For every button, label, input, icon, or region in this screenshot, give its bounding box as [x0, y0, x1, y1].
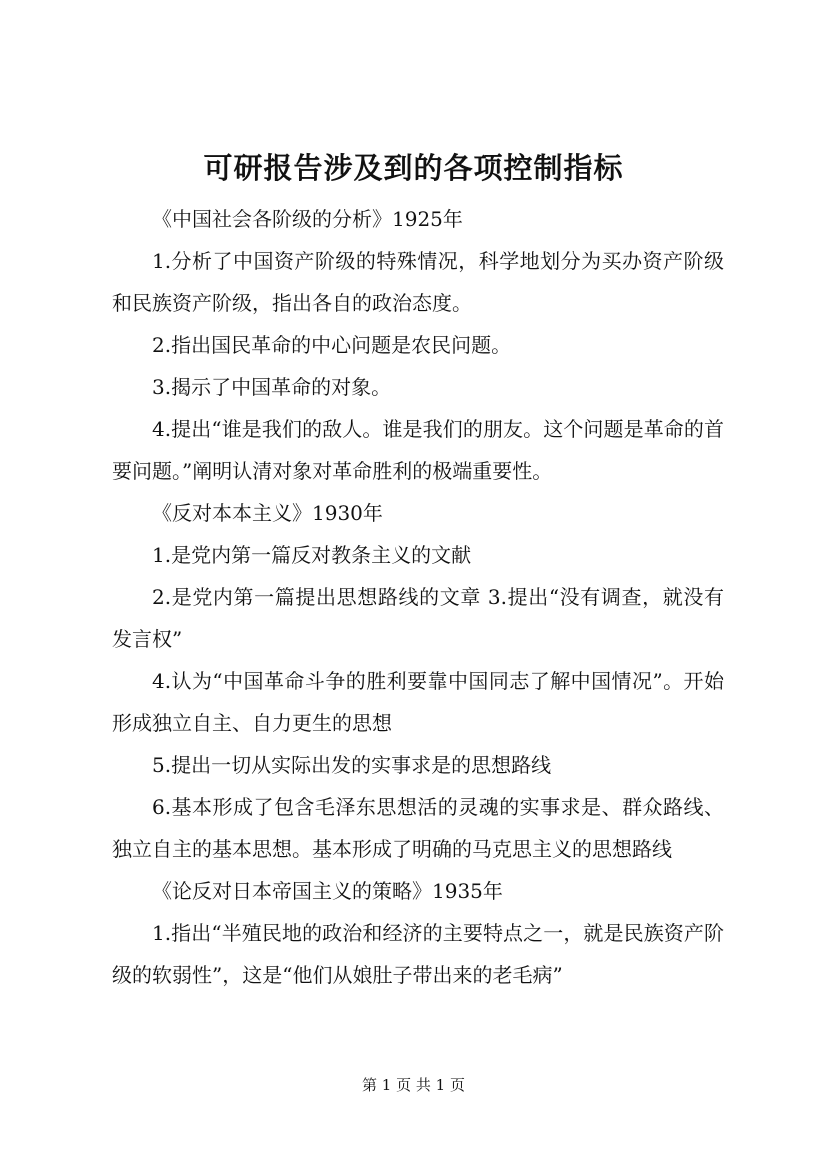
document-body [112, 198, 724, 996]
paragraph: 1.分析了中国资产阶级的特殊情况，科学地划分为买办资产阶级和民族资产阶级，指出各自的政治态度。 [112, 249, 724, 315]
paragraph: 3.揭示了中国革命的对象。 [152, 375, 392, 399]
paragraph: 4.认为“中国革命斗争的胜利要靠中国同志了解中国情况”。开始形成独立自主、自力更生的思想 [112, 669, 724, 735]
paragraph: 2.是党内第一篇提出思想路线的文章 3.提出“没有调查，就没有发言权” [112, 585, 724, 651]
section-heading: 《论反对日本帝国主义的策略》1935年 [152, 879, 503, 903]
paragraph: 5.提出一切从实际出发的实事求是的思想路线 [152, 753, 552, 777]
paragraph: 1.是党内第一篇反对教条主义的文献 [152, 543, 472, 567]
paragraph: 6.基本形成了包含毛泽东思想活的灵魂的实事求是、群众路线、独立自主的基本思想。基本形成了明确的马克思主义的思想路线 [112, 795, 724, 861]
paragraph: 4.提出“谁是我们的敌人。谁是我们的朋友。这个问题是革命的首要问题。”阐明认清对象对革命胜利的极端重要性。 [112, 417, 724, 483]
paragraph: 1.指出“半殖民地的政治和经济的主要特点之一，就是民族资产阶级的软弱性”，这是“他们从娘肚子带出来的老毛病” [112, 921, 724, 987]
document-title: 可研报告涉及到的各项控制指标 [203, 151, 624, 185]
page-number-footer: 第 1 页 共 1 页 [362, 1076, 465, 1094]
section-heading: 《中国社会各阶级的分析》1925年 [152, 207, 463, 231]
paragraph: 2.指出国民革命的中心问题是农民问题。 [152, 333, 512, 357]
section-heading: 《反对本本主义》1930年 [152, 501, 383, 525]
